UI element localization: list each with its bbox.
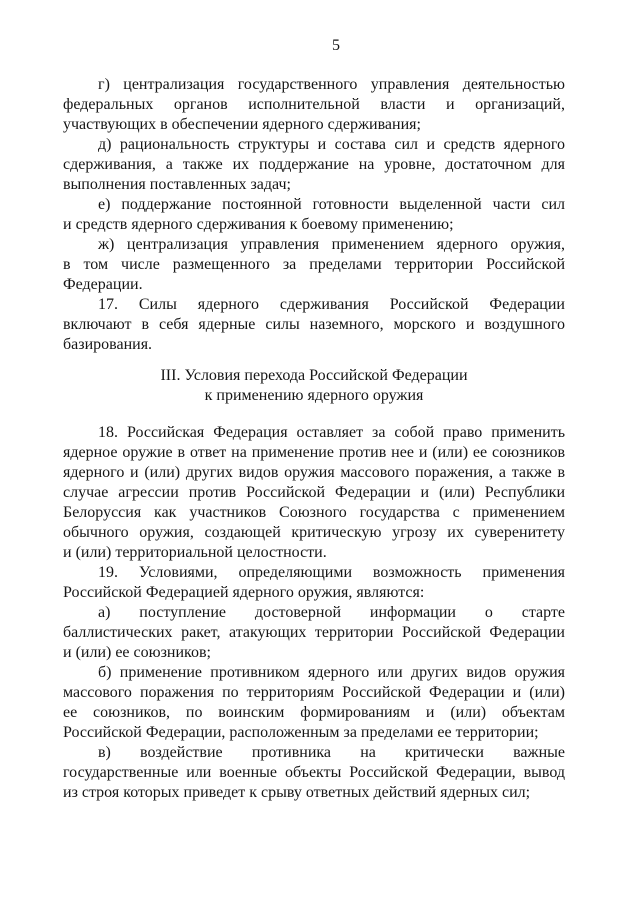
doc-line: из строя которых приведет к срыву ответных действий ядерных сил; <box>63 784 531 801</box>
doc-line: д) рациональность структуры и состава сил и средств ядерного <box>98 136 565 153</box>
paragraph-item-19v <box>63 743 565 803</box>
doc-line: б) применение противником ядерного или других видов оружия <box>98 664 565 681</box>
doc-line: включают в себя ядерные силы наземного, морского и воздушного <box>63 316 565 333</box>
paragraph-item-19b <box>63 663 565 743</box>
paragraph-item-e <box>63 195 565 235</box>
doc-line: федеральных органов исполнительной власти и организаций, <box>63 96 565 113</box>
doc-line: г) централизация государственного управления деятельностью <box>98 76 565 93</box>
doc-line: 19. Условиями, определяющими возможность применения <box>98 564 565 581</box>
doc-line: в том числе размещенного за пределами территории Российской <box>63 256 565 273</box>
spacer <box>63 355 565 366</box>
doc-line: ядерного и (или) других видов оружия массового поражения, а также в <box>63 464 565 481</box>
doc-line: выполнения поставленных задач; <box>63 176 291 193</box>
doc-line: государственные или военные объекты Российской Федерации, вывод <box>63 764 565 781</box>
paragraph-item-d <box>63 135 565 195</box>
doc-line: и (или) ее союзников; <box>63 644 211 661</box>
doc-line: ее союзников, по воинским формированиям и (или) объектам <box>63 704 565 721</box>
page-content <box>63 75 565 803</box>
doc-line: 17. Силы ядерного сдерживания Российской Федерации <box>98 296 565 313</box>
doc-line: 18. Российская Федерация оставляет за собой право применить <box>98 424 565 441</box>
doc-line: массового поражения по территориям Российской Федерации и (или) <box>63 684 565 701</box>
doc-line: ж) централизация управления применением ядерного оружия, <box>98 236 565 253</box>
doc-line: базирования. <box>63 336 153 353</box>
doc-line: участвующих в обеспечении ядерного сдерживания; <box>63 116 421 133</box>
doc-line: баллистических ракет, атакующих территории Российской Федерации <box>63 624 565 641</box>
doc-line: сдерживания, а также их поддержание на уровне, достаточном для <box>63 156 565 173</box>
doc-line: Федерации. <box>63 276 143 293</box>
paragraph-item-19 <box>63 563 565 603</box>
doc-line: Российской Федерации, расположенным за пределами ее территории; <box>63 724 539 741</box>
spacer <box>63 406 565 423</box>
section-heading <box>63 366 565 406</box>
page-number: 5 <box>332 37 340 54</box>
doc-line: Белоруссия как участников Союзного государства с применением <box>63 504 565 521</box>
doc-line: е) поддержание постоянной готовности выделенной части сил <box>98 196 565 213</box>
doc-line: и (или) территориальной целостности. <box>63 544 327 561</box>
paragraph-item-17 <box>63 295 565 355</box>
doc-line: Российской Федерацией ядерного оружия, являются: <box>63 584 425 601</box>
paragraph-item-g <box>63 75 565 135</box>
doc-line: а) поступление достоверной информации о старте <box>98 604 565 621</box>
doc-line: ядерное оружие в ответ на применение против нее и (или) ее союзников <box>63 444 565 461</box>
doc-line: в) воздействие противника на критически важные <box>98 744 565 761</box>
doc-line: случае агрессии против Российской Федерации и (или) Республики <box>63 484 565 501</box>
section-heading-line: к применению ядерного оружия <box>204 387 424 404</box>
section-heading-line: III. Условия перехода Российской Федерации <box>160 367 468 384</box>
doc-line: обычного оружия, создающей критическую угрозу их суверенитету <box>63 524 565 541</box>
paragraph-item-19a <box>63 603 565 663</box>
doc-line: и средств ядерного сдерживания к боевому применению; <box>63 216 454 233</box>
paragraph-item-18 <box>63 423 565 563</box>
paragraph-item-zh <box>63 235 565 295</box>
